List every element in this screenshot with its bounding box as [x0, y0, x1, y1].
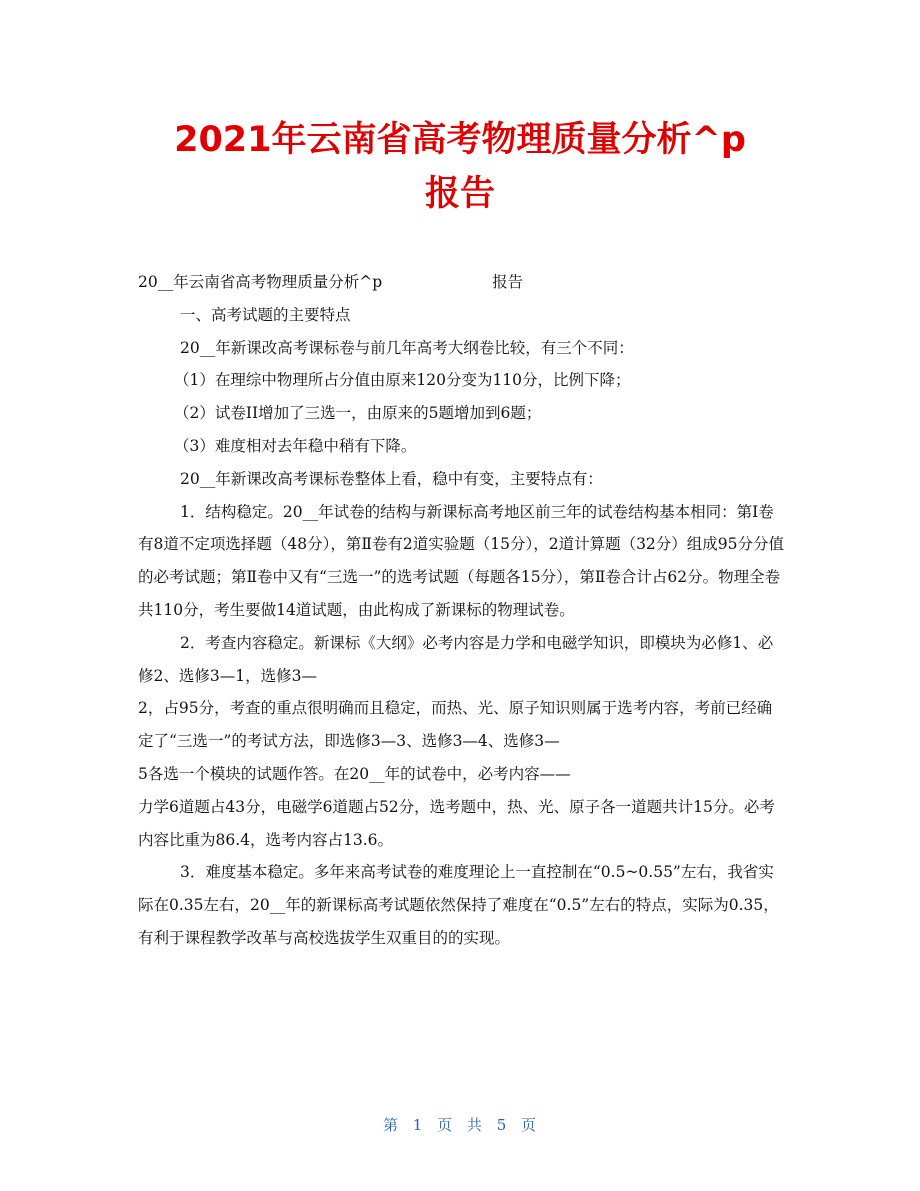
section-heading: 一、高考试题的主要特点 — [180, 305, 351, 324]
document-body — [138, 266, 786, 955]
paragraph: 1．结构稳定。20__年试卷的结构与新课标高考地区前三年的试卷结构基本相同：第Ⅰ卷有8道不定项选择题（48分），第Ⅱ卷有2道实验题（15分），2道计算题（32分）组成95分分值的必考试题；第Ⅱ卷中又有“三选一”的选考试题（每题各15分），第Ⅱ卷合计占62分。物理全卷共110分，考生要做14道试题，由此构成了新课标的物理试卷。 — [138, 502, 785, 619]
document-title-line-1: 2021年云南省高考物理质量分析^p — [174, 120, 746, 160]
footer-total-pages: 5 — [496, 1116, 508, 1134]
subheader-suffix: 报告 — [492, 273, 524, 291]
paragraph: 2．考查内容稳定。新课标《大纲》必考内容是力学和电磁学知识，即模块为必修1、必修2、选修3—1，选修3— — [138, 633, 774, 685]
document-title-line-2: 报告 — [424, 174, 495, 214]
paragraph: （1）在理综中物理所占分值由原来120分变为110分，比例下降； — [174, 371, 631, 390]
document-subheader — [138, 266, 786, 299]
footer-page-unit: 页 — [437, 1116, 454, 1134]
paragraph: 20__年新课改高考课标卷与前几年高考大纲卷比较，有三个不同： — [180, 338, 634, 357]
paragraph: 力学6道题占43分，电磁学6道题占52分，选考题中，热、光、原子各一道题共计15分。必考内容比重为86.4，选考内容占13.6。 — [138, 797, 775, 849]
paragraph: （2）试卷II增加了三选一，由原来的5题增加到6题； — [174, 404, 542, 423]
footer-page-label: 第 — [382, 1116, 399, 1134]
paragraph: 3．难度基本稳定。多年来高考试卷的难度理论上一直控制在“0.5~0.55”左右，我省实际在0.35左右，20__年的新课标高考试题依然保持了难度在“0.5”左右的特点，实际为0.35，有利于课程教学改革与高校选拔学生双重目的的实现。 — [138, 863, 779, 947]
footer-total-unit: 页 — [521, 1116, 538, 1134]
footer-current-page: 1 — [412, 1116, 424, 1134]
paragraph: 2，占95分，考查的重点很明确而且稳定，而热、光、原子知识则属于选考内容，考前已经确定了“三选一”的考试方法，即选修3—3、选修3—4、选修3— — [138, 699, 773, 751]
paragraph: （3）难度相对去年稳中稍有下降。 — [174, 436, 417, 455]
page-footer — [0, 1114, 920, 1135]
subheader-text: 20__年云南省高考物理质量分析^p — [138, 273, 383, 291]
paragraph: 5各选一个模块的试题作答。在20__年的试卷中，必考内容—— — [138, 764, 571, 783]
paragraph: 20__年新课改高考课标卷整体上看，稳中有变，主要特点有： — [180, 469, 603, 488]
footer-total-label: 共 — [466, 1116, 483, 1134]
